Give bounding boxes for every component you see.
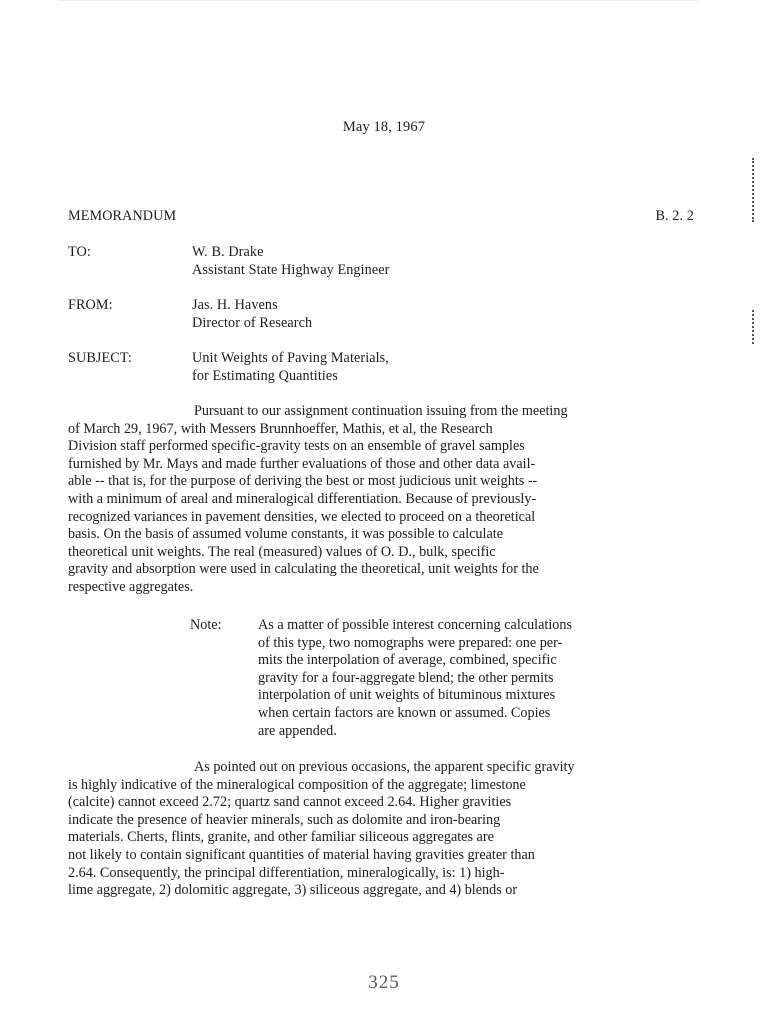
to-title: Assistant State Highway Engineer [192, 262, 390, 278]
to-name: W. B. Drake [192, 244, 264, 260]
from-title: Director of Research [192, 315, 313, 331]
subject-line-2: for Estimating Quantities [192, 368, 338, 384]
subject-label: SUBJECT: [68, 350, 132, 366]
paragraph-line: able -- that is, for the purpose of deriving the best or most judicious unit weights -- [68, 473, 538, 490]
paragraph-line: recognized variances in pavement densities, we elected to proceed on a theoretical [68, 508, 536, 525]
note-line: mits the interpolation of average, combined, specific [258, 652, 557, 669]
note-body [258, 617, 572, 740]
memo-heading: MEMORANDUM [68, 208, 177, 224]
paragraph-2 [68, 759, 708, 900]
note-line: when certain factors are known or assumed. Copies [258, 704, 551, 721]
paragraph-1 [68, 403, 708, 597]
paragraph-line: basis. On the basis of assumed volume constants, it was possible to calculate [68, 526, 504, 543]
paragraph-line: gravity and absorption were used in calculating the theoretical, unit weights for the [68, 561, 539, 578]
paragraph-line: with a minimum of areal and mineralogical differentiation. Because of previously- [68, 490, 537, 507]
paragraph-line: lime aggregate, 2) dolomitic aggregate, 3) siliceous aggregate, and 4) blends or [68, 882, 518, 899]
memo-date: May 18, 1967 [342, 119, 426, 135]
from-name: Jas. H. Havens [192, 297, 278, 313]
subject-line-1: Unit Weights of Paving Materials, [192, 350, 389, 366]
note-line: As a matter of possible interest concerning calculations [258, 617, 572, 633]
paragraph-line: materials. Cherts, flints, granite, and other familiar siliceous aggregates are [68, 829, 494, 846]
note-line: are appended. [258, 722, 337, 739]
paragraph-line: not likely to contain significant quantities of material having gravities greater than [68, 846, 535, 863]
reference-code: B. 2. 2 [655, 208, 694, 224]
to-label: TO: [68, 244, 91, 260]
paragraph-line: indicate the presence of heavier minerals, such as dolomite and iron-bearing [68, 811, 501, 828]
paragraph-line: (calcite) cannot exceed 2.72; quartz sand cannot exceed 2.64. Higher gravities [68, 794, 512, 811]
note-line: gravity for a four-aggregate blend; the other permits [258, 669, 554, 686]
paragraph-line: is highly indicative of the mineralogical composition of the aggregate; limestone [68, 776, 526, 793]
note-label: Note: [190, 617, 222, 633]
paragraph-line: furnished by Mr. Mays and made further evaluations of those and other data avail- [68, 455, 536, 472]
paragraph-line: of March 29, 1967, with Messers Brunnhoeffer, Mathis, et al, the Research [68, 420, 493, 437]
note-line: interpolation of unit weights of bituminous mixtures [258, 687, 556, 704]
note-line: of this type, two nomographs were prepared: one per- [258, 634, 563, 651]
paragraph-line: 2.64. Consequently, the principal differentiation, mineralogically, is: 1) high- [68, 864, 505, 881]
scan-edge-mark [750, 158, 754, 222]
from-label: FROM: [68, 297, 113, 313]
paragraph-line: As pointed out on previous occasions, the apparent specific gravity [194, 759, 575, 775]
scan-artifact-top [60, 0, 700, 9]
paragraph-line: respective aggregates. [68, 578, 194, 595]
paragraph-line: Division staff performed specific-gravity tests on an ensemble of gravel samples [68, 438, 525, 455]
scan-edge-mark [750, 310, 754, 344]
paragraph-line: theoretical unit weights. The real (measured) values of O. D., bulk, specific [68, 543, 496, 560]
paragraph-line: Pursuant to our assignment continuation issuing from the meeting [194, 403, 568, 419]
page-number: 325 [368, 972, 400, 993]
